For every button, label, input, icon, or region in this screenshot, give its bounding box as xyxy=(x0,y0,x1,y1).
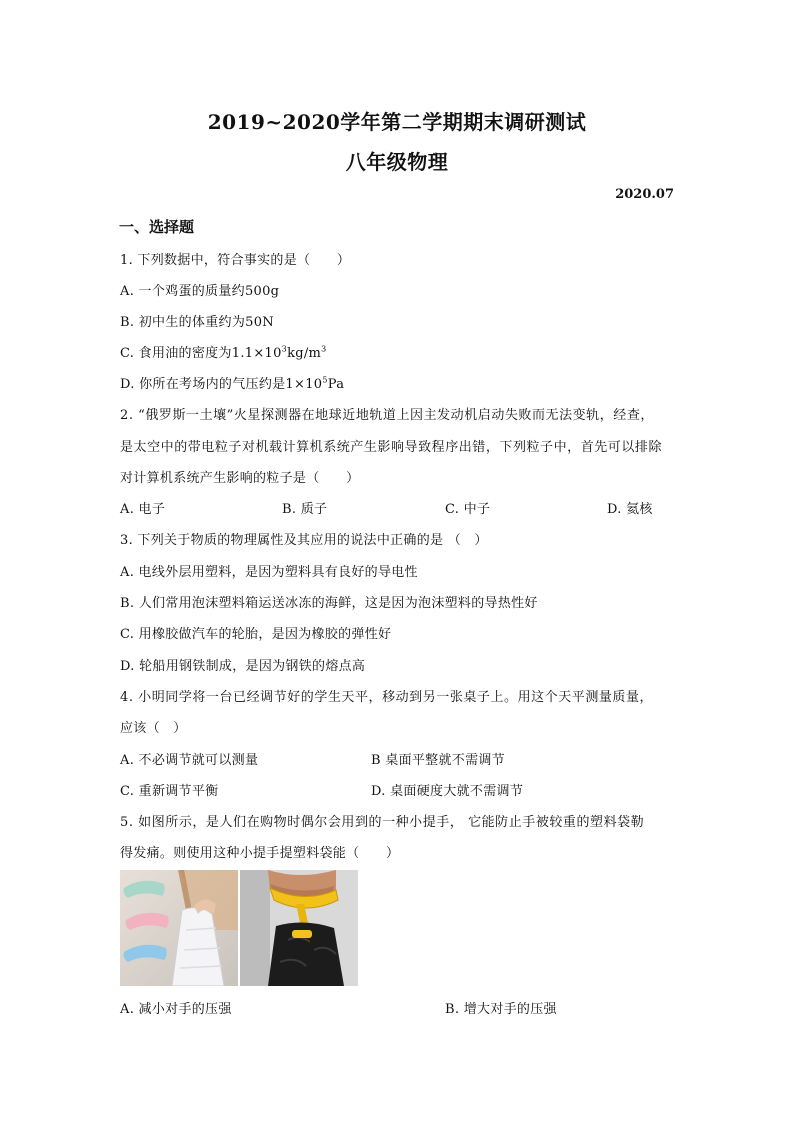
exam-subtitle: 八年级物理 xyxy=(345,150,449,174)
question-5-option-b: B. 增大对手的压强 xyxy=(445,1002,557,1017)
hand-holding-handle-illustration xyxy=(240,870,358,986)
question-4-option-c: C. 重新调节平衡 xyxy=(120,784,219,799)
question-1-option-d xyxy=(120,373,344,392)
handle-photo-right xyxy=(240,870,358,986)
question-4-line-1: 4. 小明同学将一台已经调节好的学生天平，移动到另一张桌子上。用这个天平测量质量， xyxy=(120,690,654,705)
question-4-line-2: 应该（ ） xyxy=(120,721,187,736)
question-1-option-b: B. 初中生的体重约为50N xyxy=(120,315,274,330)
question-1-option-a: A. 一个鸡蛋的质量约500g xyxy=(120,284,280,299)
question-3-option-d: D. 轮船用钢铁制成，是因为钢铁的熔点高 xyxy=(120,659,366,674)
question-2-line-3: 对计算机系统产生影响的粒子是（ ） xyxy=(120,471,360,486)
question-2-option-d: D. 氦核 xyxy=(607,502,653,517)
question-2-line-2: 是太空中的带电粒子对机载计算机系统产生影响导致程序出错，下列粒子中，首先可以排除 xyxy=(120,440,663,455)
question-1-stem: 1. 下列数据中，符合事实的是（ ） xyxy=(120,253,351,268)
option-c-text: C. 食用油的密度为1.1×10 xyxy=(120,346,282,361)
question-2-line-1: 2. “俄罗斯一土壤”火星探测器在地球近地轨道上因主发动机启动失败而无法变轨，经查， xyxy=(120,408,654,423)
option-d-text: D. 你所在考场内的气压约是1×10 xyxy=(120,377,323,392)
question-4-option-a: A. 不必调节就可以测量 xyxy=(120,753,259,768)
handles-and-bag-illustration xyxy=(120,870,238,986)
exam-title: 2019~2020学年第二学期期末调研测试 xyxy=(207,110,587,134)
question-2-option-a: A. 电子 xyxy=(120,502,166,517)
question-4-option-b: B 桌面平整就不需调节 xyxy=(371,753,505,768)
handle-photo-left xyxy=(120,870,238,986)
option-c-unit-exponent: 3 xyxy=(321,344,327,354)
option-c-exponent: 3 xyxy=(281,344,288,354)
exam-date: 2020.07 xyxy=(615,187,674,202)
question-3-option-a: A. 电线外层用塑料，是因为塑料具有良好的导电性 xyxy=(120,565,418,580)
question-3-option-c: C. 用橡胶做汽车的轮胎，是因为橡胶的弹性好 xyxy=(120,627,392,642)
question-5-option-a: A. 减小对手的压强 xyxy=(120,1002,232,1017)
option-c-unit: kg/m xyxy=(287,346,322,361)
question-4-option-d: D. 桌面硬度大就不需调节 xyxy=(371,784,524,799)
option-d-exponent: 5 xyxy=(322,375,328,385)
question-2-option-c: C. 中子 xyxy=(445,502,491,517)
question-5-line-1: 5. 如图所示，是人们在购物时偶尔会用到的一种小提手， 它能防止手被较重的塑料袋勒 xyxy=(120,815,645,830)
question-1-option-c xyxy=(120,342,327,361)
option-d-unit: Pa xyxy=(327,377,345,392)
question-5-line-2: 得发痛。则使用这种小提手提塑料袋能（ ） xyxy=(120,846,400,861)
question-3-stem: 3. 下列关于物质的物理属性及其应用的说法中正确的是 （ ） xyxy=(120,533,488,548)
question-3-option-b: B. 人们常用泡沫塑料箱运送冰冻的海鲜，这是因为泡沫塑料的导热性好 xyxy=(120,596,538,611)
question-2-option-b: B. 质子 xyxy=(282,502,328,517)
section-title: 一、选择题 xyxy=(119,218,195,236)
